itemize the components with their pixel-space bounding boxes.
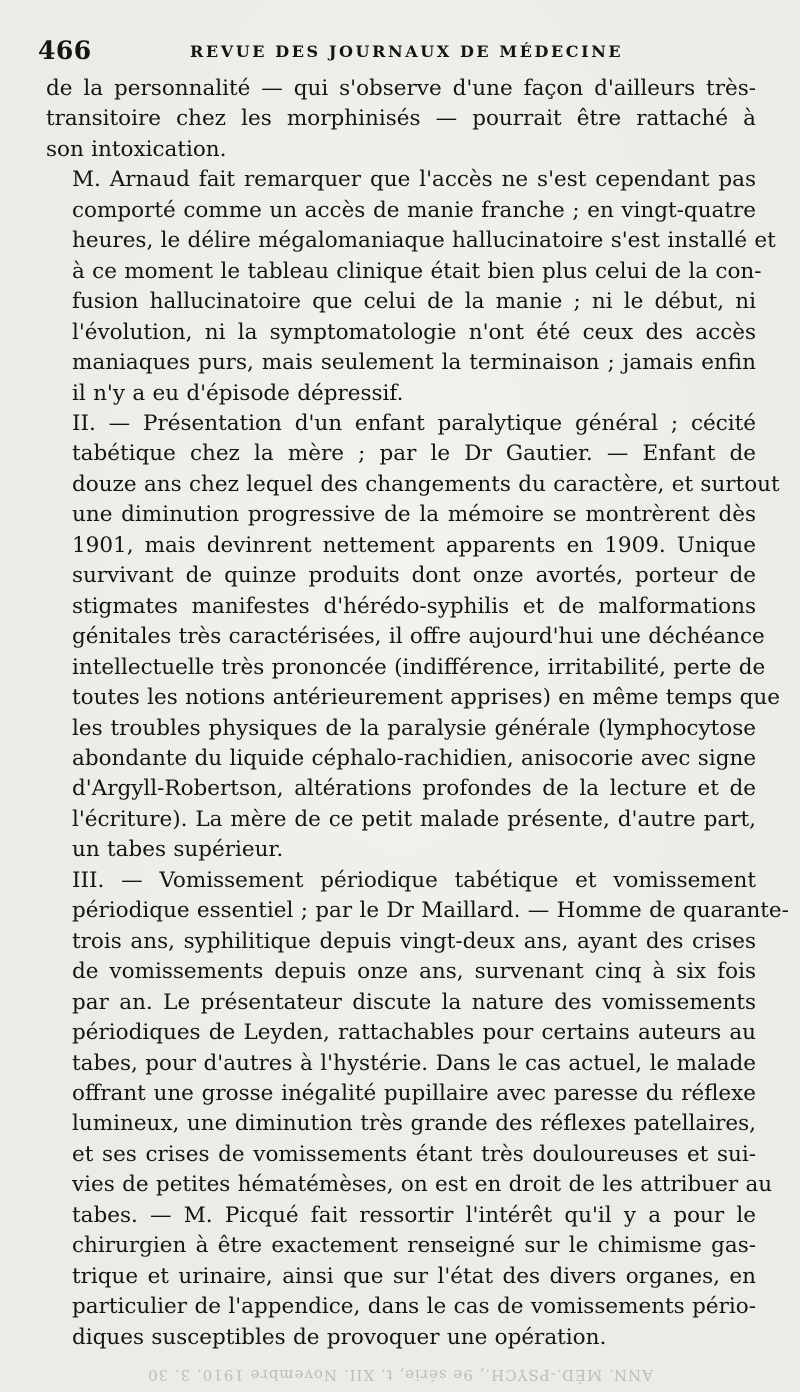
- paragraph-continuation: [46, 74, 756, 165]
- text-line: lumineux, une diminution très grande des réflexes patellaires,: [72, 1111, 756, 1137]
- text-line: trois ans, syphilitique depuis vingt-deux ans, ayant des crises: [72, 928, 756, 954]
- text-line: intellectuelle très prononcée (indifférence, irritabilité, perte de: [72, 654, 766, 680]
- text-line: heures, le délire mégalomaniaque hallucinatoire s'est installé et: [72, 228, 776, 254]
- text-line: l'écriture). La mère de ce petit malade présente, d'autre part,: [72, 806, 756, 832]
- text-line: maniaques purs, mais seulement la terminaison ; jamais enfin: [72, 350, 756, 376]
- paragraph-section-ii: [46, 409, 780, 866]
- text-line: les troubles physiques de la paralysie générale (lymphocytose: [72, 715, 756, 741]
- text-line: survivant de quinze produits dont onze avortés, porteur de: [72, 563, 756, 589]
- text-line: de vomissements depuis onze ans, survenant cinq à six fois: [72, 959, 756, 985]
- text-line: de la personnalité — qui s'observe d'une façon d'ailleurs très-: [46, 76, 756, 101]
- text-line: stigmates manifestes d'hérédo-syphilis et de malformations: [72, 593, 756, 619]
- text-line: particulier de l'appendice, dans le cas de vomissements pério-: [72, 1294, 756, 1320]
- text-line: diques susceptibles de provoquer une opération.: [72, 1324, 607, 1350]
- text-line: douze ans chez lequel des changements du caractère, et surtout: [72, 471, 780, 497]
- text-line: il n'y a eu d'épisode dépressif.: [72, 380, 404, 406]
- text-line: d'Argyll-Robertson, altérations profondes de la lecture et de: [72, 776, 756, 802]
- footer-show-through: ANN. MÉD.-PSYCH., 9e série, t. XII. Novembre 1910. 3. 30: [147, 1366, 653, 1384]
- text-line: génitales très caractérisées, il offre aujourd'hui une déchéance: [72, 624, 765, 650]
- text-line: l'évolution, ni la symptomatologie n'ont été ceux des accès: [72, 319, 756, 345]
- page-number: 466: [38, 36, 92, 65]
- text-line: trique et urinaire, ainsi que sur l'état des divers organes, en: [72, 1263, 756, 1289]
- text-line: par an. Le présentateur discute la nature des vomissements: [72, 989, 756, 1015]
- text-line: M. Arnaud fait remarquer que l'accès ne s'est cependant pas: [72, 167, 756, 193]
- text-line: toutes les notions antérieurement apprises) en même temps que: [72, 685, 780, 711]
- text-line: tabétique chez la mère ; par le Dr Gautier. — Enfant de: [72, 441, 756, 467]
- text-line: offrant une grosse inégalité pupillaire avec paresse du réflexe: [72, 1080, 756, 1106]
- text-line: une diminution progressive de la mémoire se montrèrent dès: [72, 502, 756, 528]
- text-line: son intoxication.: [46, 136, 227, 162]
- text-line: transitoire chez les morphinisés — pourrait être rattaché à: [46, 106, 756, 132]
- text-line: périodiques de Leyden, rattachables pour certains auteurs au: [72, 1020, 756, 1046]
- text-line: abondante du liquide céphalo-rachidien, anisocorie avec signe: [72, 745, 757, 771]
- text-line: comporté comme un accès de manie franche ; en vingt-quatre: [72, 197, 756, 223]
- text-line: un tabes supérieur.: [72, 837, 284, 863]
- paragraph-section-iii: [46, 866, 789, 1353]
- text-line: vies de petites hématémèses, on est en droit de les attribuer au: [72, 1172, 773, 1198]
- text-line: II. — Présentation d'un enfant paralytique général ; cécité: [72, 410, 756, 436]
- body-text: [46, 74, 789, 1353]
- text-line: 1901, mais devinrent nettement apparents en 1909. Unique: [72, 532, 756, 558]
- text-line: chirurgien à être exactement renseigné sur le chimisme gas-: [72, 1233, 756, 1259]
- text-line: tabes. — M. Picqué fait ressortir l'intérêt qu'il y a pour le: [72, 1202, 756, 1228]
- text-line: à ce moment le tableau clinique était bien plus celui de la con-: [72, 258, 762, 284]
- running-head: [38, 36, 770, 66]
- text-line: périodique essentiel ; par le Dr Maillard. — Homme de quarante-: [72, 898, 789, 924]
- text-line: tabes, pour d'autres à l'hystérie. Dans le cas actuel, le malade: [72, 1050, 756, 1076]
- text-line: III. — Vomissement périodique tabétique et vomissement: [72, 867, 756, 893]
- text-line: et ses crises de vomissements étant très douloureuses et sui-: [72, 1141, 756, 1167]
- paragraph-arnaud: [46, 165, 776, 409]
- text-line: fusion hallucinatoire que celui de la manie ; ni le début, ni: [72, 289, 756, 315]
- journal-title: REVUE DES JOURNAUX DE MÉDECINE: [190, 42, 624, 61]
